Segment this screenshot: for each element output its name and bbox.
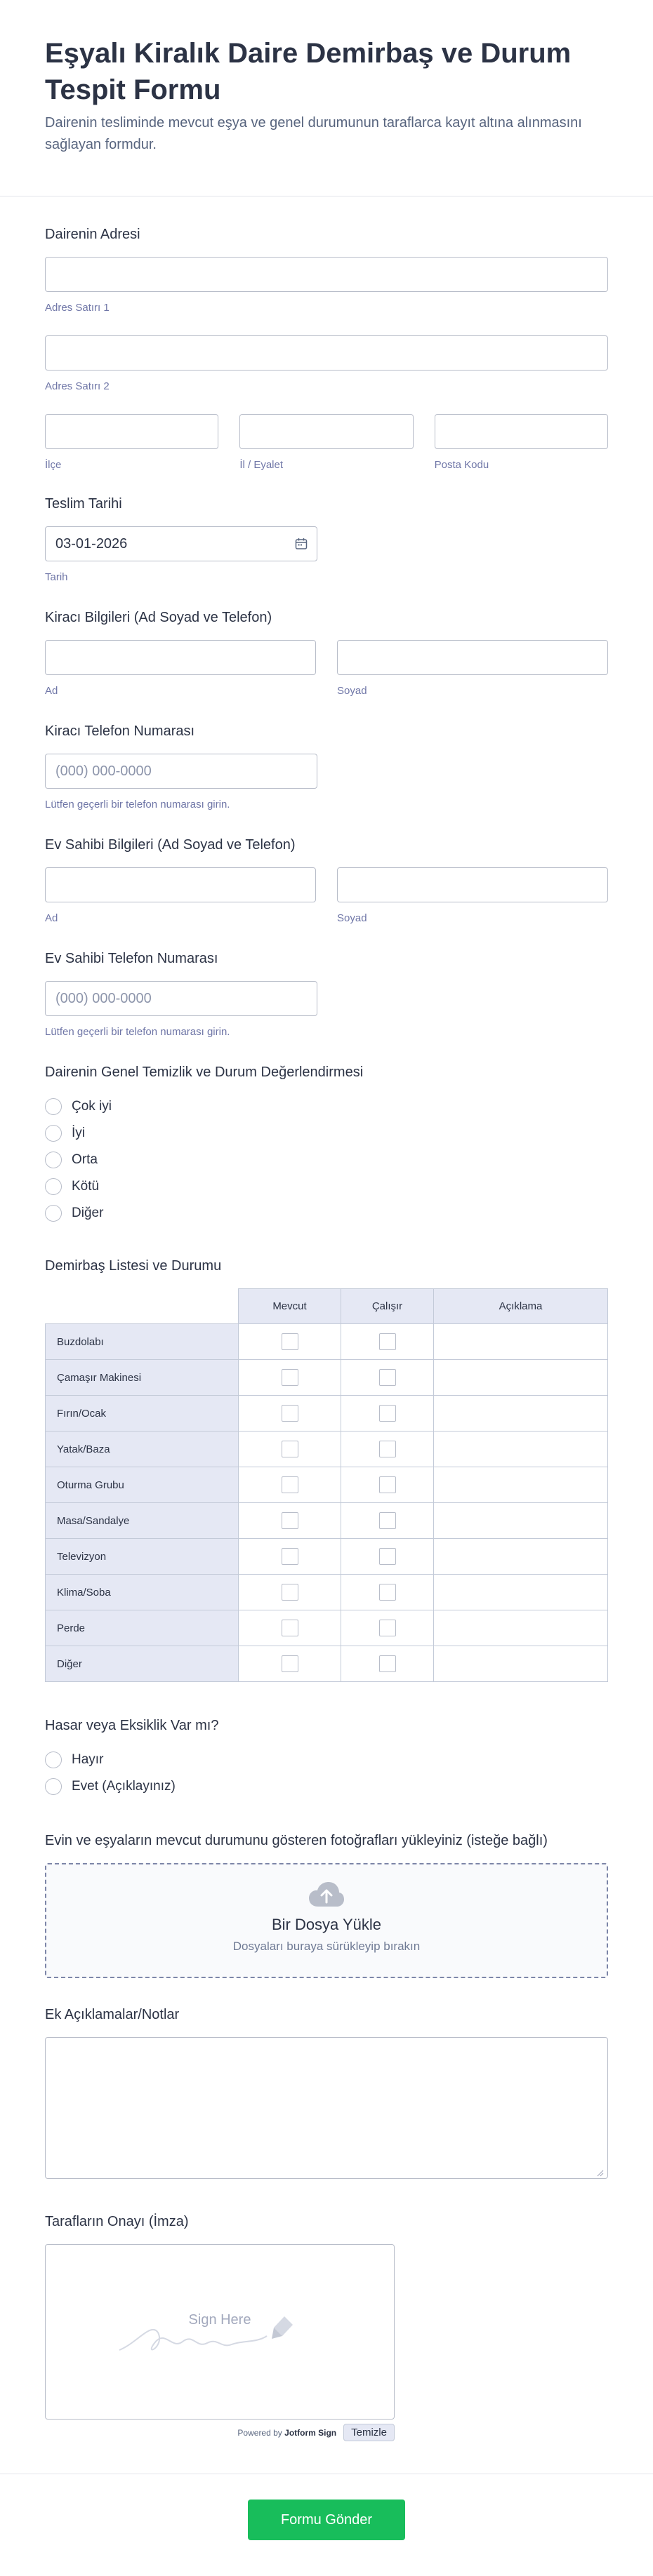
notes-label: Ek Açıklamalar/Notlar (45, 2007, 180, 2022)
matrix-row (46, 1646, 608, 1682)
matrix-checkbox[interactable] (282, 1512, 298, 1529)
address-row (45, 414, 608, 472)
tenant-phone-input[interactable] (45, 754, 317, 789)
signature-pad[interactable] (45, 2244, 395, 2420)
owner-phone-field (45, 950, 608, 1039)
inventory-field (45, 1257, 608, 1682)
matrix-checkbox-cell (341, 1646, 434, 1682)
radio-button[interactable] (45, 1152, 62, 1168)
matrix-checkbox[interactable] (379, 1655, 396, 1672)
damage-field (45, 1717, 608, 1800)
tenant-phone-sublabel: Lütfen geçerli bir telefon numarası girin. (45, 799, 230, 810)
matrix-row (46, 1503, 608, 1539)
notes-wrapper (45, 2037, 608, 2182)
matrix-row-label: Çamaşır Makinesi (46, 1360, 239, 1396)
matrix-col-header: Mevcut (239, 1289, 341, 1324)
matrix-col-header: Açıklama (434, 1289, 608, 1324)
matrix-checkbox[interactable] (282, 1620, 298, 1636)
clear-signature-button[interactable]: Temizle (343, 2424, 395, 2441)
matrix-row (46, 1575, 608, 1610)
radio-button[interactable] (45, 1098, 62, 1115)
matrix-row (46, 1432, 608, 1467)
matrix-description-cell[interactable] (434, 1467, 608, 1503)
matrix-checkbox-cell (239, 1432, 341, 1467)
condition-option[interactable] (45, 1093, 608, 1120)
inventory-matrix (45, 1288, 608, 1682)
owner-last-name-input[interactable] (337, 867, 608, 902)
postal-sublabel: Posta Kodu (434, 459, 489, 471)
upload-label: Evin ve eşyaların mevcut durumunu gösteren fotoğrafları yükleyiniz (isteğe bağlı) (45, 1833, 548, 1848)
matrix-checkbox[interactable] (379, 1369, 396, 1386)
powered-brand: Jotform Sign (284, 2427, 337, 2438)
matrix-col-header: Çalışır (341, 1289, 434, 1324)
matrix-checkbox-cell (239, 1360, 341, 1396)
matrix-checkbox[interactable] (282, 1584, 298, 1601)
radio-label: Diğer (72, 1206, 104, 1220)
district-sublabel: İlçe (45, 459, 62, 471)
matrix-description-cell[interactable] (434, 1646, 608, 1682)
matrix-checkbox[interactable] (282, 1476, 298, 1493)
owner-last-sublabel: Soyad (337, 912, 367, 924)
matrix-checkbox-cell (239, 1539, 341, 1575)
owner-field (45, 836, 608, 925)
matrix-row (46, 1360, 608, 1396)
matrix-checkbox-cell (341, 1503, 434, 1539)
matrix-checkbox-cell (239, 1610, 341, 1646)
matrix-row-label: Oturma Grubu (46, 1467, 239, 1503)
delivery-date-field (45, 495, 608, 584)
radio-label: Çok iyi (72, 1099, 112, 1114)
matrix-checkbox[interactable] (379, 1548, 396, 1565)
matrix-checkbox[interactable] (282, 1369, 298, 1386)
matrix-checkbox-cell (341, 1324, 434, 1360)
tenant-first-col (45, 640, 316, 698)
matrix-corner (46, 1289, 239, 1324)
matrix-checkbox[interactable] (282, 1548, 298, 1565)
matrix-checkbox-cell (341, 1539, 434, 1575)
condition-label: Dairenin Genel Temizlik ve Durum Değerlendirmesi (45, 1065, 364, 1080)
matrix-row-label: Masa/Sandalye (46, 1503, 239, 1539)
owner-last-col (337, 867, 608, 925)
inventory-label: Demirbaş Listesi ve Durumu (45, 1258, 222, 1274)
matrix-row (46, 1324, 608, 1360)
radio-button[interactable] (45, 1125, 62, 1142)
matrix-row (46, 1396, 608, 1432)
radio-button[interactable] (45, 1178, 62, 1195)
matrix-checkbox[interactable] (282, 1655, 298, 1672)
powered-prefix: Powered by (237, 2427, 282, 2438)
date-input-wrapper (45, 526, 317, 561)
matrix-row-label: Perde (46, 1610, 239, 1646)
matrix-checkbox-cell (341, 1575, 434, 1610)
matrix-checkbox[interactable] (379, 1441, 396, 1457)
district-col (45, 414, 218, 472)
delivery-date-label: Teslim Tarihi (45, 496, 122, 512)
damage-radio-group (45, 1747, 608, 1800)
notes-textarea[interactable] (45, 2037, 608, 2179)
matrix-row-label: Yatak/Baza (46, 1432, 239, 1467)
matrix-checkbox[interactable] (379, 1584, 396, 1601)
form-description: Dairenin tesliminde mevcut eşya ve genel durumunun taraflarca kayıt altına alınmasını sağlayan formdur. (45, 115, 582, 152)
matrix-checkbox[interactable] (379, 1405, 396, 1422)
matrix-row-label: Diğer (46, 1646, 239, 1682)
condition-option[interactable] (45, 1120, 608, 1147)
radio-button[interactable] (45, 1778, 62, 1795)
radio-button[interactable] (45, 1205, 62, 1222)
damage-option[interactable] (45, 1747, 608, 1773)
address-field (45, 226, 608, 472)
notes-field (45, 2006, 608, 2182)
condition-option[interactable] (45, 1147, 608, 1173)
radio-button[interactable] (45, 1751, 62, 1768)
matrix-checkbox[interactable] (282, 1333, 298, 1350)
radio-label: Hayır (72, 1752, 104, 1767)
tenant-first-sublabel: Ad (45, 685, 58, 697)
matrix-row-label: Fırın/Ocak (46, 1396, 239, 1432)
radio-label: Evet (Açıklayınız) (72, 1779, 176, 1794)
tenant-last-sublabel: Soyad (337, 685, 367, 697)
matrix-description-cell[interactable] (434, 1432, 608, 1467)
matrix-row (46, 1467, 608, 1503)
calendar-icon[interactable] (295, 538, 308, 550)
tenant-field (45, 609, 608, 698)
owner-phone-input[interactable] (45, 981, 317, 1016)
address-line2-sublabel: Adres Satırı 2 (45, 380, 110, 392)
upload-field (45, 1832, 608, 1978)
signature-field (45, 2213, 608, 2441)
matrix-description-cell[interactable] (434, 1610, 608, 1646)
signature-placeholder: Sign Here (188, 2312, 251, 2328)
matrix-description-cell[interactable] (434, 1396, 608, 1432)
address-line1-sublabel: Adres Satırı 1 (45, 302, 110, 314)
form-body (0, 196, 653, 2441)
condition-radio-group (45, 1093, 608, 1227)
matrix-checkbox[interactable] (282, 1441, 298, 1457)
matrix-description-cell[interactable] (434, 1503, 608, 1539)
address-line2-input[interactable] (45, 335, 608, 371)
owner-label: Ev Sahibi Bilgileri (Ad Soyad ve Telefon) (45, 837, 296, 853)
matrix-checkbox-cell (239, 1467, 341, 1503)
province-input[interactable] (239, 414, 413, 449)
postal-code-input[interactable] (435, 414, 608, 449)
owner-name-row (45, 867, 608, 925)
file-upload-dropzone[interactable] (45, 1863, 608, 1978)
radio-label: Orta (72, 1152, 98, 1167)
matrix-checkbox-cell (239, 1646, 341, 1682)
tenant-last-name-input[interactable] (337, 640, 608, 675)
owner-phone-label: Ev Sahibi Telefon Numarası (45, 951, 218, 966)
signature-label: Tarafların Onayı (İmza) (45, 2214, 189, 2229)
owner-first-sublabel: Ad (45, 912, 58, 924)
address-line1-input[interactable] (45, 257, 608, 292)
tenant-first-name-input[interactable] (45, 640, 316, 675)
tenant-phone-field (45, 723, 608, 811)
radio-label: Kötü (72, 1179, 100, 1194)
tenant-name-row (45, 640, 608, 698)
owner-first-name-input[interactable] (45, 867, 316, 902)
matrix-checkbox-cell (239, 1396, 341, 1432)
matrix-checkbox[interactable] (379, 1620, 396, 1636)
damage-option[interactable] (45, 1773, 608, 1800)
condition-option[interactable] (45, 1200, 608, 1227)
cloud-upload-icon (308, 1881, 345, 1908)
signature-footer (45, 2424, 395, 2441)
upload-subtitle: Dosyaları buraya sürükleyip bırakın (232, 1940, 421, 1953)
matrix-checkbox-cell (341, 1432, 434, 1467)
matrix-row (46, 1539, 608, 1575)
owner-phone-sublabel: Lütfen geçerli bir telefon numarası girin. (45, 1026, 230, 1038)
owner-first-col (45, 867, 316, 925)
matrix-description-cell[interactable] (434, 1575, 608, 1610)
matrix-checkbox-cell (239, 1575, 341, 1610)
matrix-row-label: Buzdolabı (46, 1324, 239, 1360)
resize-grip-icon[interactable] (595, 2168, 604, 2177)
condition-field (45, 1064, 608, 1227)
province-col (239, 414, 413, 472)
form-header (0, 0, 653, 196)
powered-by-text (237, 2428, 336, 2438)
damage-label: Hasar veya Eksiklik Var mı? (45, 1718, 219, 1733)
matrix-checkbox[interactable] (379, 1333, 396, 1350)
upload-title: Bir Dosya Yükle (271, 1916, 382, 1933)
tenant-last-col (337, 640, 608, 698)
tenant-phone-label: Kiracı Telefon Numarası (45, 723, 195, 739)
matrix-checkbox[interactable] (282, 1405, 298, 1422)
submit-area (0, 2474, 653, 2576)
matrix-checkbox[interactable] (379, 1512, 396, 1529)
district-input[interactable] (45, 414, 218, 449)
matrix-checkbox[interactable] (379, 1476, 396, 1493)
submit-button[interactable]: Formu Gönder (248, 2500, 405, 2540)
radio-label: İyi (72, 1126, 85, 1140)
matrix-row (46, 1610, 608, 1646)
matrix-description-cell[interactable] (434, 1360, 608, 1396)
matrix-checkbox-cell (341, 1396, 434, 1432)
matrix-checkbox-cell (341, 1467, 434, 1503)
postal-col (435, 414, 608, 472)
delivery-date-input[interactable] (45, 526, 317, 561)
address-label: Dairenin Adresi (45, 227, 140, 242)
matrix-checkbox-cell (239, 1324, 341, 1360)
matrix-checkbox-cell (239, 1503, 341, 1539)
matrix-row-label: Klima/Soba (46, 1575, 239, 1610)
matrix-checkbox-cell (341, 1360, 434, 1396)
tenant-label: Kiracı Bilgileri (Ad Soyad ve Telefon) (45, 610, 272, 625)
matrix-description-cell[interactable] (434, 1324, 608, 1360)
form-title: Eşyalı Kiralık Daire Demirbaş ve Durum Tespit Formu (45, 38, 572, 105)
delivery-date-sublabel: Tarih (45, 571, 68, 583)
matrix-checkbox-cell (341, 1610, 434, 1646)
matrix-row-label: Televizyon (46, 1539, 239, 1575)
province-sublabel: İl / Eyalet (239, 459, 284, 471)
matrix-description-cell[interactable] (434, 1539, 608, 1575)
condition-option[interactable] (45, 1173, 608, 1200)
